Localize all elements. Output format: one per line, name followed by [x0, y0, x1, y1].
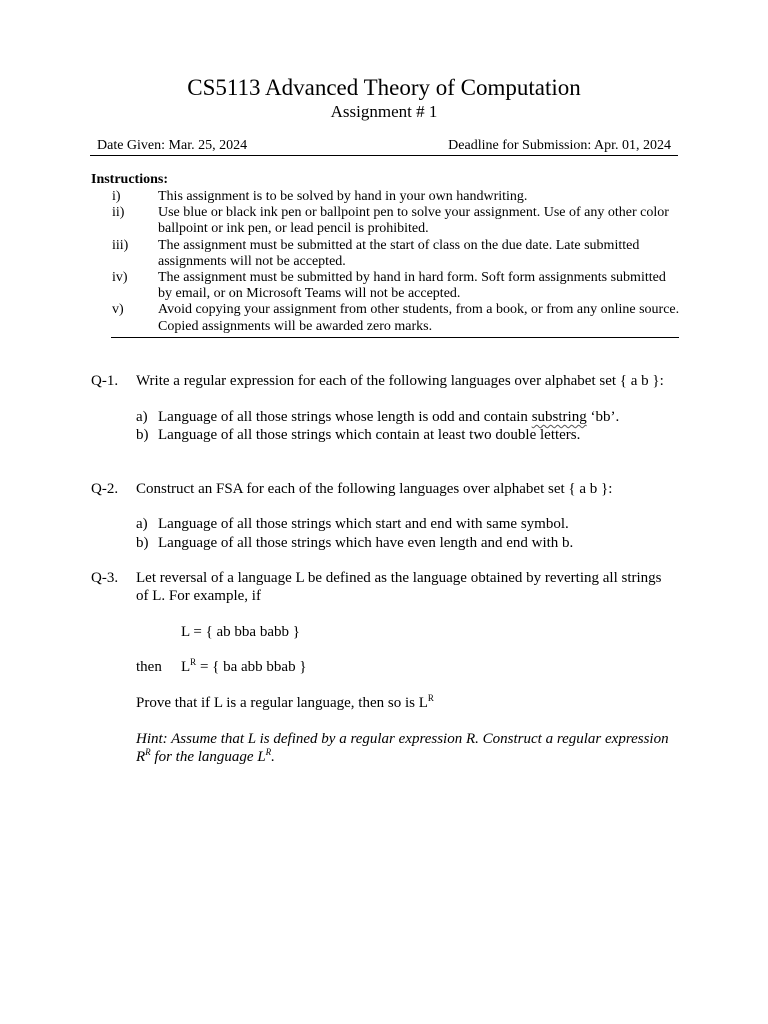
question-1-part-a	[136, 409, 619, 426]
instruction-number: i)	[112, 189, 121, 204]
submission-deadline: Deadline for Submission: Apr. 01, 2024	[448, 138, 671, 153]
instructions-list	[91, 189, 681, 335]
header-divider	[90, 155, 678, 156]
part-label: b)	[136, 535, 149, 551]
instruction-item	[91, 238, 681, 270]
question-3-line-2: of L. For example, if	[136, 588, 261, 604]
question-2-part-a	[136, 516, 569, 533]
part-text: Language of all those strings which have even length and end with b.	[158, 535, 574, 551]
reversed-language-example	[181, 659, 307, 676]
prove-statement	[136, 695, 434, 712]
question-3-line-1: Let reversal of a language L be defined as the language obtained by reverting all strings	[136, 570, 662, 586]
instruction-item	[91, 270, 681, 302]
question-3-number: Q-3.	[91, 570, 119, 586]
instruction-text: Avoid copying your assignment from other students, from a book, or from any online source. Copied assignments will be awarded zero marks.	[158, 302, 680, 334]
instructions-divider	[111, 337, 679, 338]
then-label: then	[136, 659, 162, 675]
prove-superscript: R	[427, 693, 434, 703]
question-1-part-b	[136, 427, 580, 444]
document-title: CS5113 Advanced Theory of Computation	[187, 75, 581, 100]
instruction-text: The assignment must be submitted at the start of class on the due date. Late submitted assignments will not be accepted.	[158, 237, 640, 269]
hint-line-2	[136, 749, 275, 766]
hint-superscript: R	[145, 747, 151, 757]
part-text: Language of all those strings which contain at least two double letters.	[158, 427, 581, 443]
reversed-set: = { ba abb bbab }	[196, 659, 307, 675]
question-2-text: Construct an FSA for each of the following languages over alphabet set { a b }:	[136, 481, 613, 497]
part-label: a)	[136, 409, 148, 425]
hint-text: for the language L	[150, 749, 266, 765]
instruction-number: v)	[112, 302, 124, 318]
hint-line-1: Hint: Assume that L is defined by a regular expression R. Construct a regular expression	[136, 731, 669, 747]
instruction-number: iii)	[112, 237, 129, 253]
part-label: a)	[136, 516, 148, 532]
hint-period: .	[271, 749, 275, 765]
question-1-text: Write a regular expression for each of the following languages over alphabet set { a b }:	[136, 373, 664, 389]
spellcheck-word: substring	[531, 409, 587, 425]
reversal-symbol: L	[181, 659, 191, 675]
part-text: Language of all those strings which start and end with same symbol.	[158, 516, 569, 532]
instruction-text: This assignment is to be solved by hand in your own handwriting.	[158, 189, 528, 204]
language-example: L = { ab bba babb }	[181, 624, 300, 640]
question-1-number: Q-1.	[91, 373, 119, 389]
instruction-item	[91, 302, 681, 334]
question-2-number: Q-2.	[91, 481, 119, 497]
instruction-number: iv)	[112, 270, 128, 286]
part-text-end: ‘bb’.	[586, 409, 620, 425]
reversal-superscript: R	[190, 657, 197, 667]
instructions-heading: Instructions:	[91, 172, 169, 187]
prove-text: Prove that if L is a regular language, then so is L	[136, 695, 428, 711]
instruction-number: ii)	[112, 205, 125, 221]
part-label: b)	[136, 427, 149, 443]
hint-regex-symbol: R	[136, 749, 146, 765]
question-2-part-b	[136, 535, 573, 552]
instruction-item	[91, 205, 681, 237]
instruction-text: Use blue or black ink pen or ballpoint pen to solve your assignment. Use of any other color ballpoint or ink pen, or lead pencil is prohibited.	[158, 205, 669, 237]
instruction-item	[91, 189, 681, 205]
date-given: Date Given: Mar. 25, 2024	[97, 138, 248, 153]
assignment-number: Assignment # 1	[330, 102, 438, 121]
part-text: Language of all those strings whose length is odd and contain	[158, 409, 532, 425]
hint-superscript: R	[265, 747, 272, 757]
instruction-text: The assignment must be submitted by hand in hard form. Soft form assignments submitted by email, or on Microsoft Teams will not be accepted.	[158, 270, 666, 302]
